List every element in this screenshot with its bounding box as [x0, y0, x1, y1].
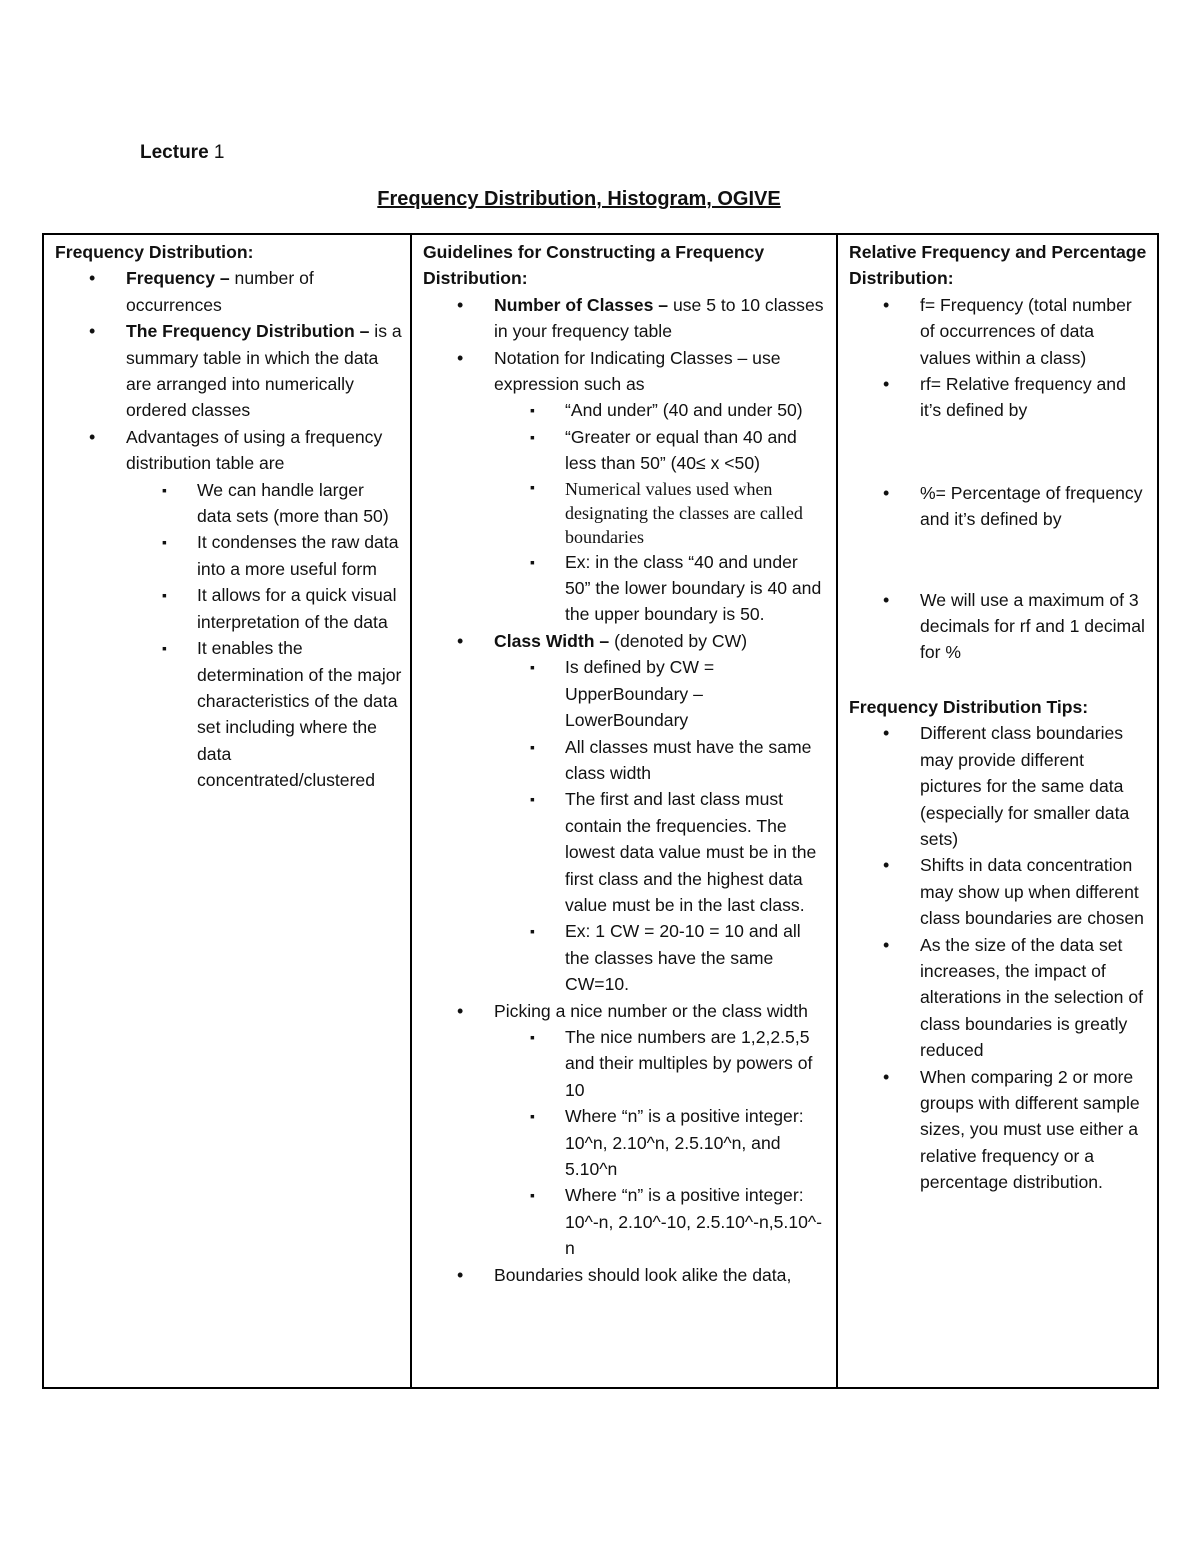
item-text: Picking a nice number or the class width	[494, 1000, 808, 1021]
list-item: • f= Frequency (total number of occurrences of data values within a class)	[849, 292, 1149, 371]
list-item	[423, 628, 828, 998]
sub-list-item: ▪ The nice numbers are 1,2,2.5,5 and their multiples by powers of 10	[494, 1024, 828, 1103]
sub-bullet-list	[565, 1024, 828, 1262]
list-item	[423, 345, 828, 628]
tips-list	[849, 720, 1149, 1195]
sub-list-item: ▪ Where “n” is a positive integer: 10^-n, 2.10^-10, 2.5.10^-n,5.10^-n	[494, 1182, 828, 1261]
column-relative-frequency	[837, 234, 1158, 1388]
formula-space	[849, 424, 1149, 480]
sub-list-item: ▪ It condenses the raw data into a more useful form	[126, 529, 402, 582]
column-guidelines	[411, 234, 837, 1388]
formula-space	[849, 533, 1149, 587]
list-item: • As the size of the data set increases, the impact of alterations in the selection of class boundaries is greatly reduced	[849, 932, 1149, 1064]
sub-list-item: ▪ It enables the determination of the major characteristics of the data set including where the data concentrated/clustered	[126, 635, 402, 793]
lecture-word: Lecture	[140, 142, 209, 163]
item-text: Advantages of using a frequency distribution table are	[126, 426, 383, 474]
bullet-list	[849, 587, 1149, 666]
bullet-list	[849, 292, 1149, 424]
definition: use 5 to 10 classes in your frequency table	[494, 294, 824, 342]
sub-list-item: ▪ “And under” (40 and under 50)	[494, 397, 828, 423]
list-item: • Boundaries should look alike the data,	[423, 1262, 828, 1288]
sub-list-item: ▪ Is defined by CW = UpperBoundary – LowerBoundary	[494, 654, 828, 733]
list-item	[55, 265, 402, 318]
sub-bullet-list	[197, 477, 402, 794]
column-frequency-distribution	[43, 234, 411, 1388]
list-item	[423, 998, 828, 1262]
list-item: • We will use a maximum of 3 decimals for rf and 1 decimal for %	[849, 587, 1149, 666]
column-heading: Guidelines for Constructing a Frequency Distribution:	[423, 242, 765, 289]
bullet-list	[55, 265, 402, 793]
list-item: • Shifts in data concentration may show up when different class boundaries are chosen	[849, 852, 1149, 931]
sub-list-item: ▪ “Greater or equal than 40 and less than 50” (40≤ x <50)	[494, 424, 828, 477]
list-item	[55, 424, 402, 794]
term: The Frequency Distribution –	[126, 321, 370, 342]
definition: (denoted by CW)	[609, 630, 748, 651]
column-heading: Frequency Distribution:	[55, 242, 254, 262]
definition: number of occurrences	[126, 268, 314, 315]
term: Class Width –	[494, 630, 610, 651]
page-title: Frequency Distribution, Histogram, OGIVE	[377, 188, 781, 210]
bullet-list	[423, 292, 828, 1288]
sub-list-item: ▪ Where “n” is a positive integer: 10^n, 2.10^n, 2.5.10^n, and 5.10^n	[494, 1103, 828, 1182]
tips-heading: Frequency Distribution Tips:	[849, 696, 1089, 717]
sub-list-item: ▪ Ex: 1 CW = 20-10 = 10 and all the classes have the same CW=10.	[494, 918, 828, 997]
sub-list-item: ▪ Ex: in the class “40 and under 50” the lower boundary is 40 and the upper boundary is 50.	[494, 549, 828, 628]
list-item	[55, 318, 402, 424]
sub-list-item: ▪ Numerical values used when designating the classes are called boundaries	[494, 477, 828, 549]
list-item: • Different class boundaries may provide different pictures for the same data (especially for smaller data sets)	[849, 720, 1149, 852]
definition: is a summary table in which the data are arranged into numerically ordered classes	[126, 321, 402, 421]
sub-list-item: ▪ We can handle larger data sets (more than 50)	[126, 477, 402, 530]
sub-list-item: ▪ All classes must have the same class width	[494, 734, 828, 787]
list-item: • When comparing 2 or more groups with different sample sizes, you must use either a relative frequency or a percentage distribution.	[849, 1064, 1149, 1196]
sub-bullet-list	[565, 397, 828, 627]
term: Number of Classes –	[494, 294, 669, 315]
sub-bullet-list	[565, 654, 828, 997]
bullet-list	[849, 480, 1149, 533]
sub-list-item: ▪ The first and last class must contain the frequencies. The lowest data value must be in the first class and the highest data value must be in the last class.	[494, 786, 828, 918]
list-item: • %= Percentage of frequency and it’s defined by	[849, 480, 1149, 533]
column-heading: Relative Frequency and Percentage Distribution:	[849, 242, 1147, 289]
sub-list-item: ▪ It allows for a quick visual interpretation of the data	[126, 582, 402, 635]
lecture-number: 1	[213, 142, 225, 163]
notes-table	[42, 233, 1159, 1389]
list-item	[423, 292, 828, 345]
lecture-label	[140, 142, 225, 164]
list-item: • rf= Relative frequency and it’s defined by	[849, 371, 1149, 424]
item-text: Notation for Indicating Classes – use expression such as	[494, 347, 781, 395]
term: Frequency –	[126, 268, 230, 289]
